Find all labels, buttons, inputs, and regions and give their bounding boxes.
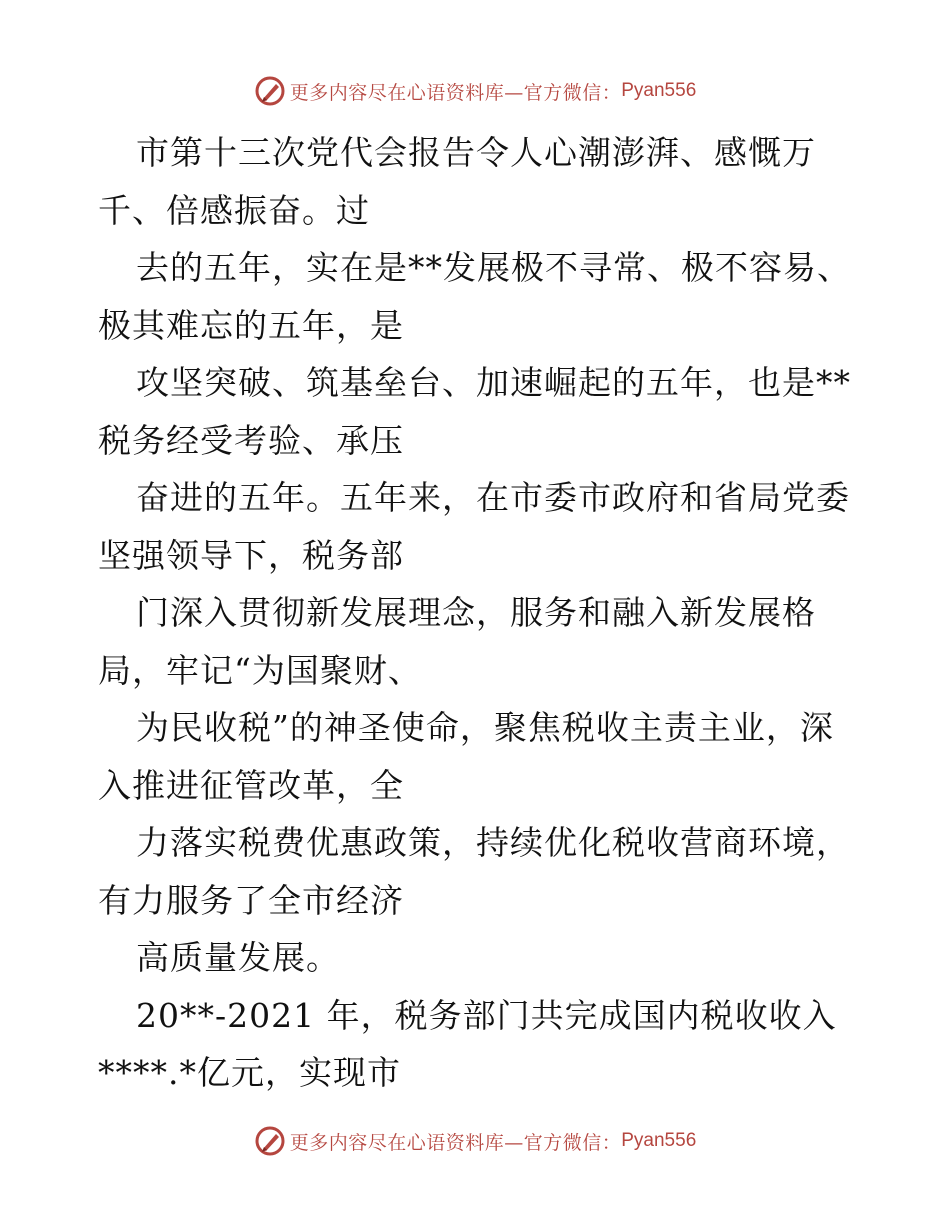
- text-line: 攻坚突破、筑基垒台、加速崛起的五年，也是**: [136, 363, 851, 402]
- watermark-wechat-id: Pyan556: [621, 1130, 697, 1151]
- document-body: [98, 124, 858, 1102]
- watermark-text: 更多内容尽在心语资料库—官方微信：: [289, 1131, 622, 1154]
- footer-watermark: [0, 1124, 950, 1158]
- text-line: 有力服务了全市经济: [98, 880, 404, 920]
- text-line: 力落实税费优惠政策，持续优化税收营商环境，: [136, 823, 850, 862]
- text-line: 税务经受考验、承压: [98, 420, 404, 460]
- text-line: 高质量发展。: [136, 938, 340, 977]
- text-line: 奋进的五年。五年来，在市委市政府和省局党委: [136, 478, 850, 517]
- header-watermark: [0, 74, 950, 108]
- text-line: 坚强领导下，税务部: [98, 535, 404, 575]
- text-line: 入推进征管改革，全: [98, 765, 404, 805]
- text-line: 极其难忘的五年，是: [98, 305, 404, 345]
- text-line: ****.*亿元，实现市: [98, 1053, 401, 1092]
- watermark-wechat-id: Pyan556: [621, 80, 697, 101]
- quill-logo-icon: [254, 1125, 286, 1157]
- text-line: 市第十三次党代会报告令人心潮澎湃、感慨万: [136, 133, 816, 172]
- text-line: 20**-2021 年，税务部门共完成国内税收收入: [136, 995, 837, 1035]
- text-line: 门深入贯彻新发展理念，服务和融入新发展格: [136, 593, 816, 632]
- quill-logo-icon: [254, 75, 286, 107]
- text-line: 去的五年，实在是**发展极不寻常、极不容易、: [136, 248, 851, 287]
- text-line: 千、倍感振奋。过: [98, 190, 370, 230]
- text-line: 为民收税”的神圣使命，聚焦税收主责主业，深: [136, 708, 834, 747]
- text-line: 局，牢记“为国聚财、: [98, 650, 422, 690]
- watermark-text: 更多内容尽在心语资料库—官方微信：: [289, 81, 622, 104]
